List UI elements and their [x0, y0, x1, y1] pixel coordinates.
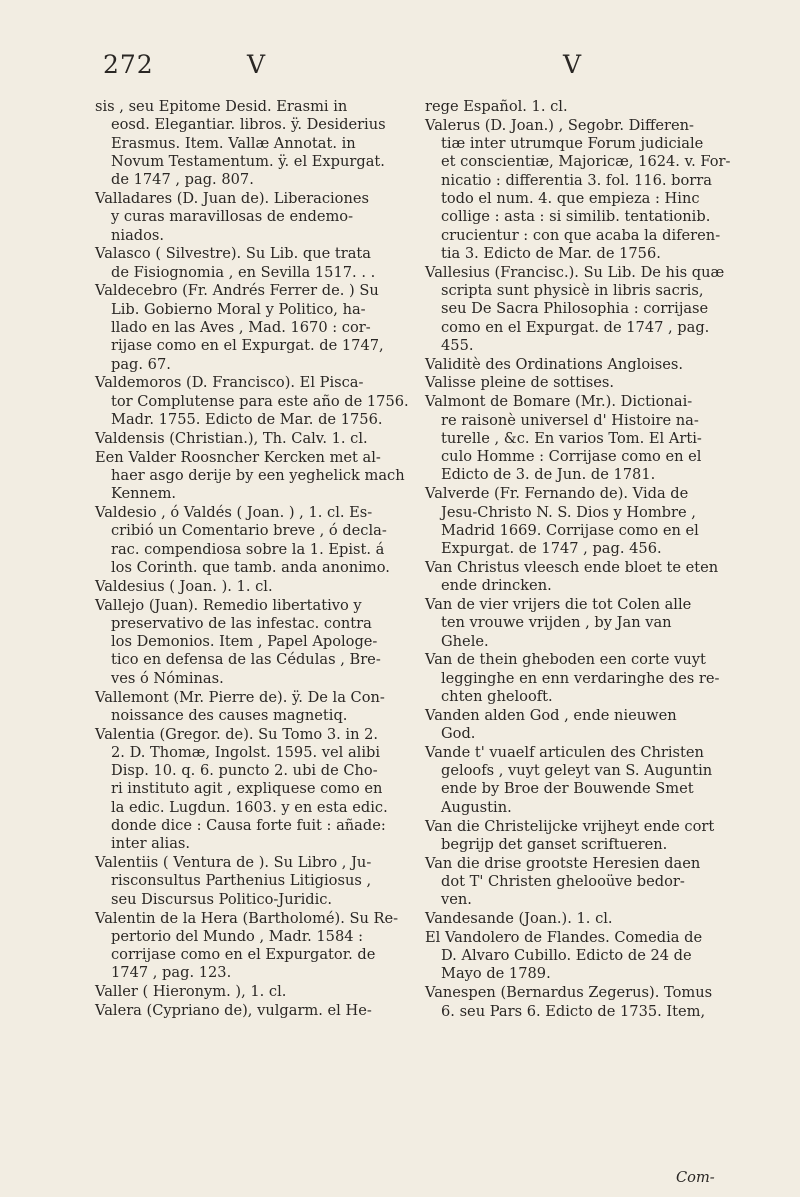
entry-line: chten ghelooft. [441, 688, 553, 705]
entry-line: tiæ inter utrumque Forum judiciale [441, 135, 704, 153]
index-entry [95, 449, 405, 504]
entry-line: tico en defensa de las Cédulas , Bre- [111, 651, 381, 669]
index-entry [95, 190, 405, 245]
entry-line: geloofs , vuyt geleyt van S. Auguntin [441, 762, 713, 780]
entry-line: dot T' Christen ghelooüve bedor- [441, 872, 685, 890]
entry-line: pertorio del Mundo , Madr. 1584 : [111, 927, 364, 945]
entry-line: Kennem. [111, 485, 177, 503]
entry-line: 2. D. Thomæ, Ingolst. 1595. vel alibi [111, 743, 381, 761]
entry-line: Van de vier vrijers die tot Colen alle [425, 596, 692, 614]
entry-line: Van Christus vleesch ende bloet te eten [425, 558, 719, 576]
entry-line: Valerus (D. Joan.) , Segobr. Differen- [425, 116, 694, 134]
entry-line: Valdensis (Christian.), Th. Calv. 1. cl. [95, 429, 368, 447]
page-number: 272 [103, 50, 154, 79]
index-entry [425, 651, 737, 706]
index-entry [425, 374, 737, 392]
index-entry [425, 929, 737, 984]
left-column-heading: V [247, 50, 267, 79]
entry-line: Valler ( Hieronym. ), 1. cl. [95, 983, 287, 1001]
entry-line: tor Complutense para este año de 1756. [111, 392, 409, 410]
entry-line: Ghele. [441, 632, 489, 650]
left-column [95, 98, 409, 1021]
entry-line: tia 3. Edicto de Mar. de 1756. [441, 244, 661, 262]
index-entry [95, 1002, 405, 1020]
index-entry [95, 504, 405, 577]
entry-line: Jesu-Christo N. S. Dios y Hombre , [441, 503, 696, 521]
page-header [0, 48, 800, 88]
index-entry [95, 726, 405, 854]
entry-line: 455. [441, 336, 474, 354]
entry-line: Erasmus. Item. Vallæ Annotat. in [111, 134, 356, 152]
entry-line: Van die Christelijcke vrijheyt ende cort [425, 817, 715, 835]
entry-line: llado en las Aves , Mad. 1670 : cor- [111, 319, 371, 337]
index-entry [95, 430, 405, 448]
entry-line: culo Homme : Corrijase como en el [441, 448, 702, 466]
entry-line: risconsultus Parthenius Litigiosus , [111, 872, 372, 890]
entry-line: crucientur : con que acaba la diferen- [441, 226, 721, 244]
entry-line: 6. seu Pars 6. Edicto de 1735. Item, [441, 1002, 706, 1020]
index-entry [425, 984, 737, 1021]
index-entry [95, 245, 405, 282]
entry-line: re raisonè universel d' Histoire na- [441, 411, 699, 429]
entry-line: todo el num. 4. que empieza : Hinc [441, 189, 700, 207]
entry-line: los Corinth. que tamb. anda anonimo. [111, 558, 390, 576]
entry-line: pag. 67. [111, 355, 171, 373]
entry-line: Valdecebro (Fr. Andrés Ferrer de. ) Su [95, 282, 379, 300]
index-entry [425, 910, 737, 928]
index-entry [425, 559, 737, 596]
entry-line: begrijp det ganset scriftueren. [441, 835, 668, 853]
entry-line: rege Español. 1. cl. [425, 98, 568, 115]
entry-line: Van de thein gheboden een corte vuyt [425, 651, 706, 669]
entry-line: rac. compendiosa sobre la 1. Epist. á [111, 540, 385, 558]
entry-line: Valentin de la Hera (Bartholomé). Su Re- [95, 909, 399, 927]
entry-line: collige : asta : si similib. tentationib. [441, 208, 711, 226]
index-entry [425, 596, 737, 651]
entry-line: Van die drise grootste Heresien daen [425, 854, 701, 872]
entry-line: haer asgo derije by een yeghelick mach [111, 466, 405, 484]
entry-line: niados. [111, 226, 165, 244]
entry-line: Valladares (D. Juan de). Liberaciones [95, 189, 369, 207]
index-entry [95, 983, 405, 1001]
entry-line: Lib. Gobierno Moral y Politico, ha- [111, 300, 366, 318]
entry-line: Valdesius ( Joan. ). 1. cl. [95, 577, 273, 595]
entry-line: Valasco ( Silvestre). Su Lib. que trata [95, 245, 371, 263]
entry-line: Vandesande (Joan.). 1. cl. [425, 910, 613, 928]
right-column-heading: V [563, 50, 583, 79]
entry-line: Valdesio , ó Valdés ( Joan. ) , 1. cl. Es- [95, 504, 373, 522]
entry-line: Vallesius (Francisc.). Su Lib. De his quæ [425, 263, 725, 281]
entry-line: rijase como en el Expurgat. de 1747, [111, 337, 384, 355]
index-entry [95, 374, 409, 429]
index-entry [425, 264, 737, 355]
index-entry [95, 282, 405, 373]
entry-line: seu Discursus Politico-Juridic. [111, 890, 333, 908]
entry-line: nicatio : differentia 3. fol. 116. borra [441, 171, 712, 189]
right-column [425, 98, 737, 1021]
entry-line: inter alias. [111, 835, 191, 853]
entry-line: noissance des causes magnetiq. [111, 706, 348, 724]
entry-line: Vallejo (Juan). Remedio libertativo y [95, 596, 362, 614]
entry-line: y curas maravillosas de endemo- [111, 208, 354, 226]
entry-line: Madrid 1669. Corrijase como en el [441, 521, 699, 539]
catchword: Com- [676, 1169, 715, 1186]
entry-line: Valentia (Gregor. de). Su Tomo 3. in 2. [95, 725, 379, 743]
entry-line: eosd. Elegantiar. libros. ÿ. Desiderius [111, 116, 386, 134]
entry-line: Vanden alden God , ende nieuwen [425, 706, 677, 724]
entry-line: ende by Broe der Bouwende Smet [441, 780, 694, 798]
entry-line: Expurgat. de 1747 , pag. 456. [441, 540, 662, 558]
entry-line: Valdemoros (D. Francisco). El Pisca- [95, 374, 364, 392]
entry-line: Madr. 1755. Edicto de Mar. de 1756. [111, 411, 383, 429]
entry-line: 1747 , pag. 123. [111, 964, 232, 982]
entry-line: Vanespen (Bernardus Zegerus). Tomus [425, 984, 713, 1002]
entry-line: God. [441, 725, 476, 743]
entry-line: turelle , &c. En varios Tom. El Arti- [441, 429, 702, 447]
entry-line: los Demonios. Item , Papel Apologe- [111, 633, 378, 651]
entry-line: Disp. 10. q. 6. puncto 2. ubi de Cho- [111, 762, 378, 780]
entry-line: Novum Testamentum. ÿ. el Expurgat. [111, 152, 385, 170]
entry-line: Mayo de 1789. [441, 965, 551, 983]
entry-line: Vande t' vuaelf articulen des Christen [425, 743, 704, 761]
entry-line: Valentiis ( Ventura de ). Su Libro , Ju- [95, 854, 372, 872]
entry-line: la edic. Lugdun. 1603. y en esta edic. [111, 798, 388, 816]
entry-line: Augustin. [441, 798, 512, 816]
entry-line: Vallemont (Mr. Pierre de). ÿ. De la Con- [95, 688, 385, 706]
entry-line: et conscientiæ, Majoricæ, 1624. v. For- [441, 153, 731, 171]
index-entry [425, 744, 737, 817]
entry-line: preservativo de las infestac. contra [111, 614, 372, 632]
entry-line: Validitè des Ordinations Angloises. [425, 355, 684, 373]
index-entry [95, 689, 405, 726]
index-entry [425, 485, 737, 558]
entry-line: ven. [441, 891, 472, 909]
entry-line: de Fisiognomia , en Sevilla 1517. . . [111, 263, 376, 281]
index-entry [95, 98, 405, 189]
entry-line: Een Valder Roosncher Kercken met al- [95, 448, 381, 466]
entry-line: ri instituto agit , expliquese como en [111, 780, 383, 798]
entry-line: corrijase como en el Expurgator. de [111, 946, 376, 964]
index-entry [95, 597, 405, 688]
entry-line: Valverde (Fr. Fernando de). Vida de [425, 485, 689, 503]
index-entry [95, 910, 405, 983]
entry-line: como en el Expurgat. de 1747 , pag. [441, 318, 710, 336]
entry-line: ende drincken. [441, 577, 552, 595]
entry-line: Edicto de 3. de Jun. de 1781. [441, 466, 656, 484]
index-entry [425, 98, 737, 116]
entry-line: El Vandolero de Flandes. Comedia de [425, 928, 703, 946]
entry-line: D. Alvaro Cubillo. Edicto de 24 de [441, 947, 692, 965]
entry-line: scripta sunt physicè in libris sacris, [441, 281, 704, 299]
index-entry [425, 356, 737, 374]
index-entry [425, 393, 737, 484]
index-entry [95, 578, 405, 596]
entry-line: legginghe en enn verdaringhe des re- [441, 669, 720, 687]
index-entry [95, 854, 405, 909]
entry-line: sis , seu Epitome Desid. Erasmi in [95, 98, 348, 115]
index-entry [425, 855, 737, 910]
entry-line: Valisse pleine de sottises. [425, 374, 615, 392]
entry-line: Valmont de Bomare (Mr.). Dictionai- [425, 393, 693, 411]
index-entry [425, 117, 737, 263]
entry-line: Valera (Cypriano de), vulgarm. el He- [95, 1002, 372, 1020]
entry-line: donde dice : Causa forte fuit : añade: [111, 817, 386, 835]
index-entry [425, 707, 737, 744]
entry-line: de 1747 , pag. 807. [111, 171, 254, 189]
entry-line: ten vrouwe vrijden , by Jan van [441, 614, 672, 632]
entry-line: seu De Sacra Philosophia : corrijase [441, 300, 709, 318]
entry-line: ves ó Nóminas. [111, 669, 224, 687]
entry-line: cribió un Comentario breve , ó decla- [111, 522, 387, 540]
index-entry [425, 818, 737, 855]
